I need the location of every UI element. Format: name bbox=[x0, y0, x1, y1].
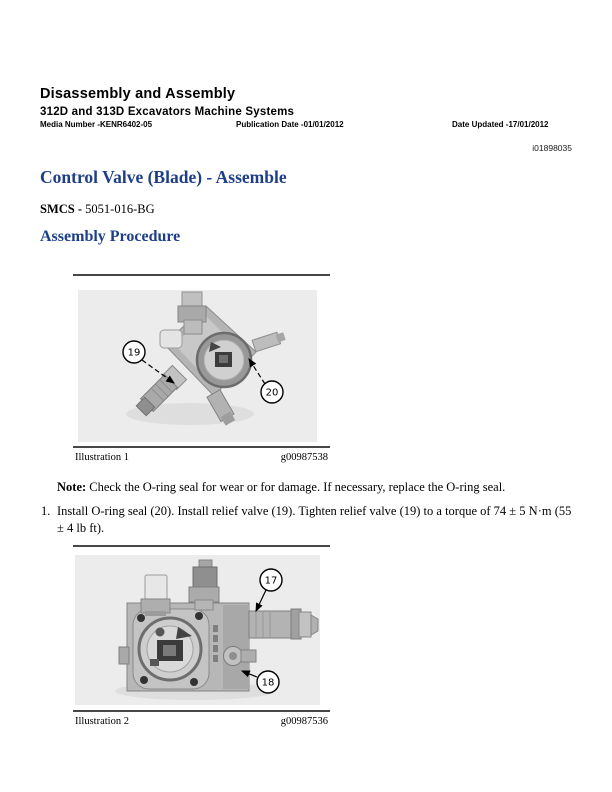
page-title: Control Valve (Blade) - Assemble bbox=[40, 167, 287, 187]
step-number: 1. bbox=[41, 504, 51, 518]
smcs-line bbox=[40, 202, 155, 217]
note-label: Note: bbox=[57, 480, 87, 494]
callout-19-label: 19 bbox=[127, 347, 141, 359]
figure-2-top-rule bbox=[73, 545, 330, 547]
document-info-id: i01898035 bbox=[532, 143, 572, 153]
illustration-1-graphic bbox=[78, 290, 317, 442]
illustration-2-graphic bbox=[75, 555, 320, 705]
section-heading: Assembly Procedure bbox=[40, 228, 181, 245]
figure-1-top-rule bbox=[73, 274, 330, 276]
illustration-1-photo bbox=[78, 290, 330, 442]
illustration-2-figure bbox=[73, 545, 330, 729]
doc-meta-row bbox=[40, 120, 572, 131]
flange-ring bbox=[139, 618, 201, 680]
procedure-step-1 bbox=[41, 503, 572, 536]
publication-date: Publication Date -01/01/2012 bbox=[236, 119, 344, 129]
doc-title: Disassembly and Assembly bbox=[40, 86, 236, 102]
figure-2-caption-label: Illustration 2 bbox=[75, 716, 129, 727]
date-updated: Date Updated -17/01/2012 bbox=[452, 119, 549, 129]
media-number: Media Number -KENR6402-05 bbox=[40, 119, 153, 129]
callout-17-label: 17 bbox=[264, 575, 278, 587]
illustration-1-figure bbox=[73, 274, 330, 465]
flange-ring bbox=[197, 333, 251, 387]
figure-1-caption-label: Illustration 1 bbox=[75, 452, 129, 463]
left-tab bbox=[119, 647, 129, 664]
figure-2-graphic-code: g00987536 bbox=[280, 716, 328, 727]
figure-1-graphic-code: g00987538 bbox=[280, 452, 328, 463]
smcs-code: 5051-016-BG bbox=[85, 202, 155, 216]
document-header bbox=[40, 87, 572, 131]
figure-2-caption bbox=[73, 716, 330, 729]
figure-1-caption bbox=[73, 452, 330, 465]
top-left-fitting bbox=[141, 575, 170, 616]
callout-18-label: 18 bbox=[261, 677, 275, 689]
figure-2-bottom-rule bbox=[73, 710, 330, 712]
figure-1-bottom-rule bbox=[73, 446, 330, 448]
illustration-2-photo bbox=[75, 555, 330, 705]
callout-20-label: 20 bbox=[265, 387, 279, 399]
note-text: Check the O-ring seal for wear or for damage. If necessary, replace the O-ring seal. bbox=[89, 480, 506, 494]
right-cylinder-port bbox=[249, 609, 318, 639]
note-paragraph bbox=[57, 479, 572, 495]
smcs-label: SMCS - bbox=[40, 202, 83, 216]
doc-subtitle: 312D and 313D Excavators Machine Systems bbox=[40, 105, 295, 118]
top-right-fitting bbox=[189, 560, 219, 610]
step-text: Install O-ring seal (20). Install relief valve (19). Tighten relief valve (19) to a torque of 74 ± 5 N·m (55 ± 4 lb ft). bbox=[57, 504, 572, 535]
